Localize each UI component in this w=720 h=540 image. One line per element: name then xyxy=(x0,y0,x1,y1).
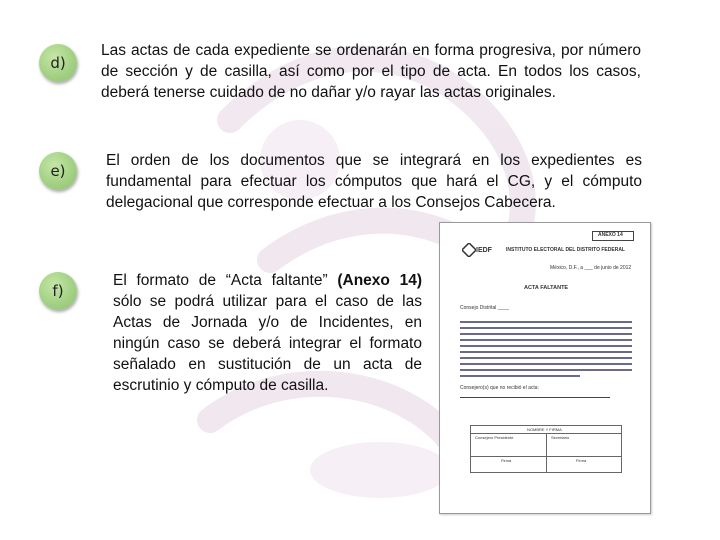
doc-signature-col-1: Consejero Presidente xyxy=(475,435,514,440)
item-f-marker-label: f) xyxy=(52,282,64,300)
doc-institute-name: INSTITUTO ELECTORAL DEL DISTRITO FEDERAL xyxy=(506,247,625,253)
doc-title: ACTA FALTANTE xyxy=(524,285,569,291)
doc-signature-table xyxy=(470,425,622,473)
item-d-text: Las actas de cada expediente se ordenarán en forma progresiva, por número de sección y de casilla, así como por el tipo de acta. En todos los casos, deberá tenerse cuidado de no dañar y/o rayar las actas originales. xyxy=(101,42,641,101)
item-e-marker xyxy=(39,152,77,190)
doc-header-code: ANEXO 14 xyxy=(598,232,623,238)
acta-faltante-document-image xyxy=(439,222,651,514)
item-f-text-before: El formato de “Acta faltante” xyxy=(113,272,338,289)
doc-firma-label-1: Firma xyxy=(501,458,512,463)
item-f-marker xyxy=(39,272,77,310)
item-f-text-after: sólo se podrá utilizar para el caso de las Actas de Jornada y/o de Incidentes, en ningún caso se deberá integrar el formato señalado en sustitución de un acta de escrutinio y cómputo de casilla. xyxy=(113,293,422,394)
item-d-marker-label: d) xyxy=(50,54,66,72)
doc-council-line: Consejo Distrital ____ xyxy=(460,305,509,311)
doc-signature-line: Consejero(s) que no recibió el acta: xyxy=(460,385,539,391)
doc-table-header: NOMBRE Y FIRMA xyxy=(527,427,562,432)
item-d-marker xyxy=(39,44,77,82)
doc-date-line: México, D.F., a ___ de junio de 2012 xyxy=(550,265,632,271)
iedf-logo-text: IEDF xyxy=(476,247,492,254)
doc-firma-label-2: Firma xyxy=(576,458,587,463)
item-f-text xyxy=(113,270,422,396)
item-e-marker-label: e) xyxy=(50,162,66,180)
item-e-text: El orden de los documentos que se integrará en los expedientes es fundamental para efectuar los cómputos que hará el CG, y el cómputo delegacional que corresponde efectuar a los Consejos Cabecera. xyxy=(106,152,642,211)
iedf-logo xyxy=(462,243,500,263)
item-f-annex-ref: (Anexo 14) xyxy=(337,272,422,289)
doc-signature-col-2: Secretario xyxy=(551,435,570,440)
